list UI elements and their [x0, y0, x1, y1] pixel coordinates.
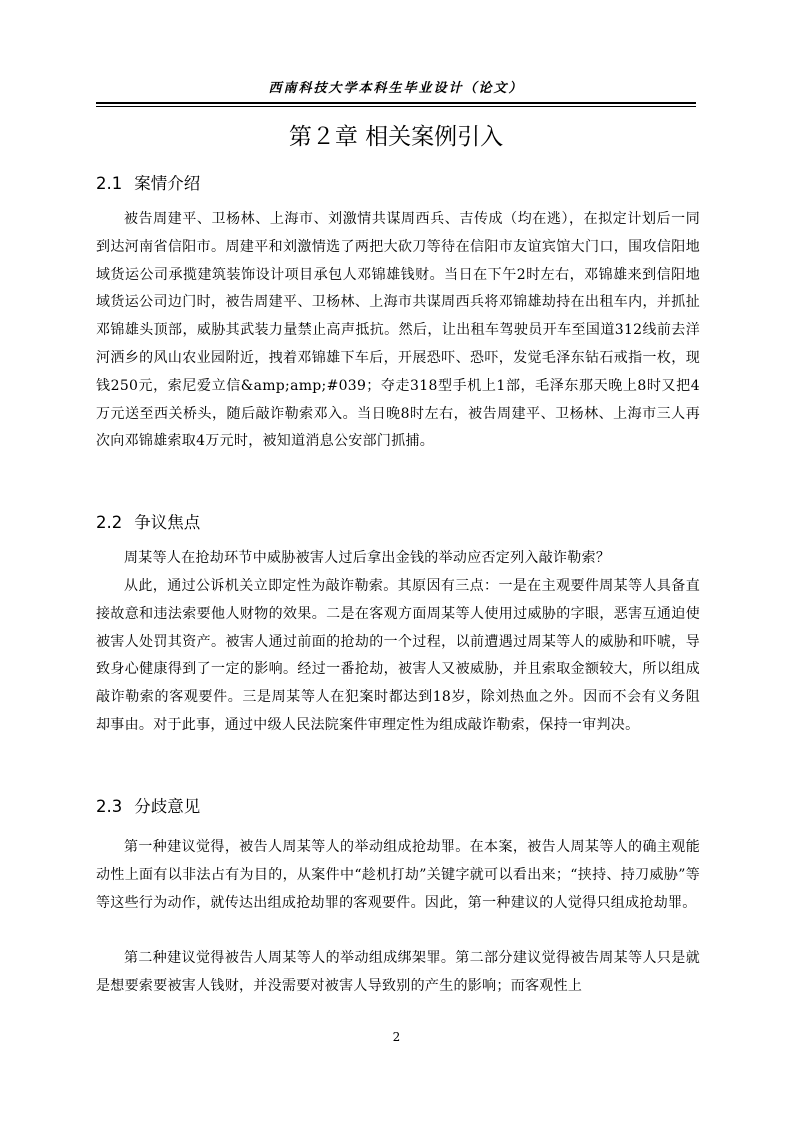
running-header: 西南科技大学本科生毕业设计（论文） — [268, 81, 524, 96]
paragraph: 周某等人在抢劫环节中威胁被害人过后拿出金钱的举动应否定列入敲诈勒索？ — [124, 550, 611, 566]
section-title: 案情介绍 — [134, 174, 201, 193]
section-title: 分歧意见 — [134, 797, 201, 816]
section-number: 2.3 — [96, 797, 123, 816]
page-number: 2 — [392, 1030, 401, 1044]
section-heading-2-1 — [96, 172, 200, 196]
section-number: 2.2 — [96, 513, 123, 532]
paragraph: 被告周建平、卫杨林、上海市、刘激情共谋周西兵、吉传成（均在逃），在拟定计划后一同到达河南省信阳市。周建平和刘激情选了两把大砍刀等待在信阳市友谊宾馆大门口，围攻信阳地域货运公司承揽建筑装饰设计项目承包人邓锦雄钱财。当日在下午2时左右，邓锦雄来到信阳地域货运公司边门时，被告周建平、卫杨林、上海市共谋周西兵将邓锦雄劫持在出租车内，并抓扯邓锦雄头顶部，威胁其武装力量禁止高声抵抗。然后，让出租车驾驶员开车至国道312线前去洋河洒乡的风山农业园附近，拽着邓锦雄下车后，开展恐吓、恐吓，发觉毛泽东钻石戒指一枚，现钱250元，索尼爱立信&amp;amp;#039；夺走318型手机上1部，毛泽东那天晚上8时又把4万元送至西关桥头，随后敲诈勒索邓入。当日晚8时左右，被告周建平、卫杨林、上海市三人再次向邓锦雄索取4万元时，被知道消息公安部门抓捕。 — [96, 211, 700, 450]
chapter-title: 第２章 相关案例引入 — [288, 124, 504, 150]
paragraph: 第一种建议觉得，被告人周某等人的举动组成抢劫罪。在本案，被告人周某等人的确主观能动性上面有以非法占有为目的，从案件中“趁机打劫”关键字就可以看出来；“挟持、持刀威胁”等等这些行为动作，就传达出组成抢劫罪的客观要件。因此，第一种建议的人觉得只组成抢劫罪。 — [96, 839, 700, 911]
header-rule-thin — [96, 106, 696, 107]
section-heading-2-3 — [96, 795, 200, 819]
section-title: 争议焦点 — [134, 513, 201, 532]
header-rule-thick — [96, 102, 696, 104]
section-number: 2.1 — [96, 174, 123, 193]
paragraph: 第二种建议觉得被告人周某等人的举动组成绑架罪。第二部分建议觉得被告周某等人只是就是想要索要被害人钱财，并没需要对被害人导致别的产生的影响；而客观性上 — [96, 950, 700, 994]
paragraph: 从此，通过公诉机关立即定性为敲诈勒索。其原因有三点：一是在主观要件周某等人具备直接故意和违法索要他人财物的效果。二是在客观方面周某等人使用过威胁的字眼，恶害互通迫使被害人处罚其资产。被害人通过前面的抢劫的一个过程，以前遭遇过周某等人的威胁和吓唬，导致身心健康得到了一定的影响。经过一番抢劫，被害人又被威胁，并且索取金额较大，所以组成敲诈勒索的客观要件。三是周某等人在犯案时都达到18岁，除刘热血之外。因而不会有义务阻却事由。对于此事，通过中级人民法院案件审理定性为组成敲诈勒索，保持一审判决。 — [96, 578, 700, 733]
section-heading-2-2 — [96, 511, 200, 535]
